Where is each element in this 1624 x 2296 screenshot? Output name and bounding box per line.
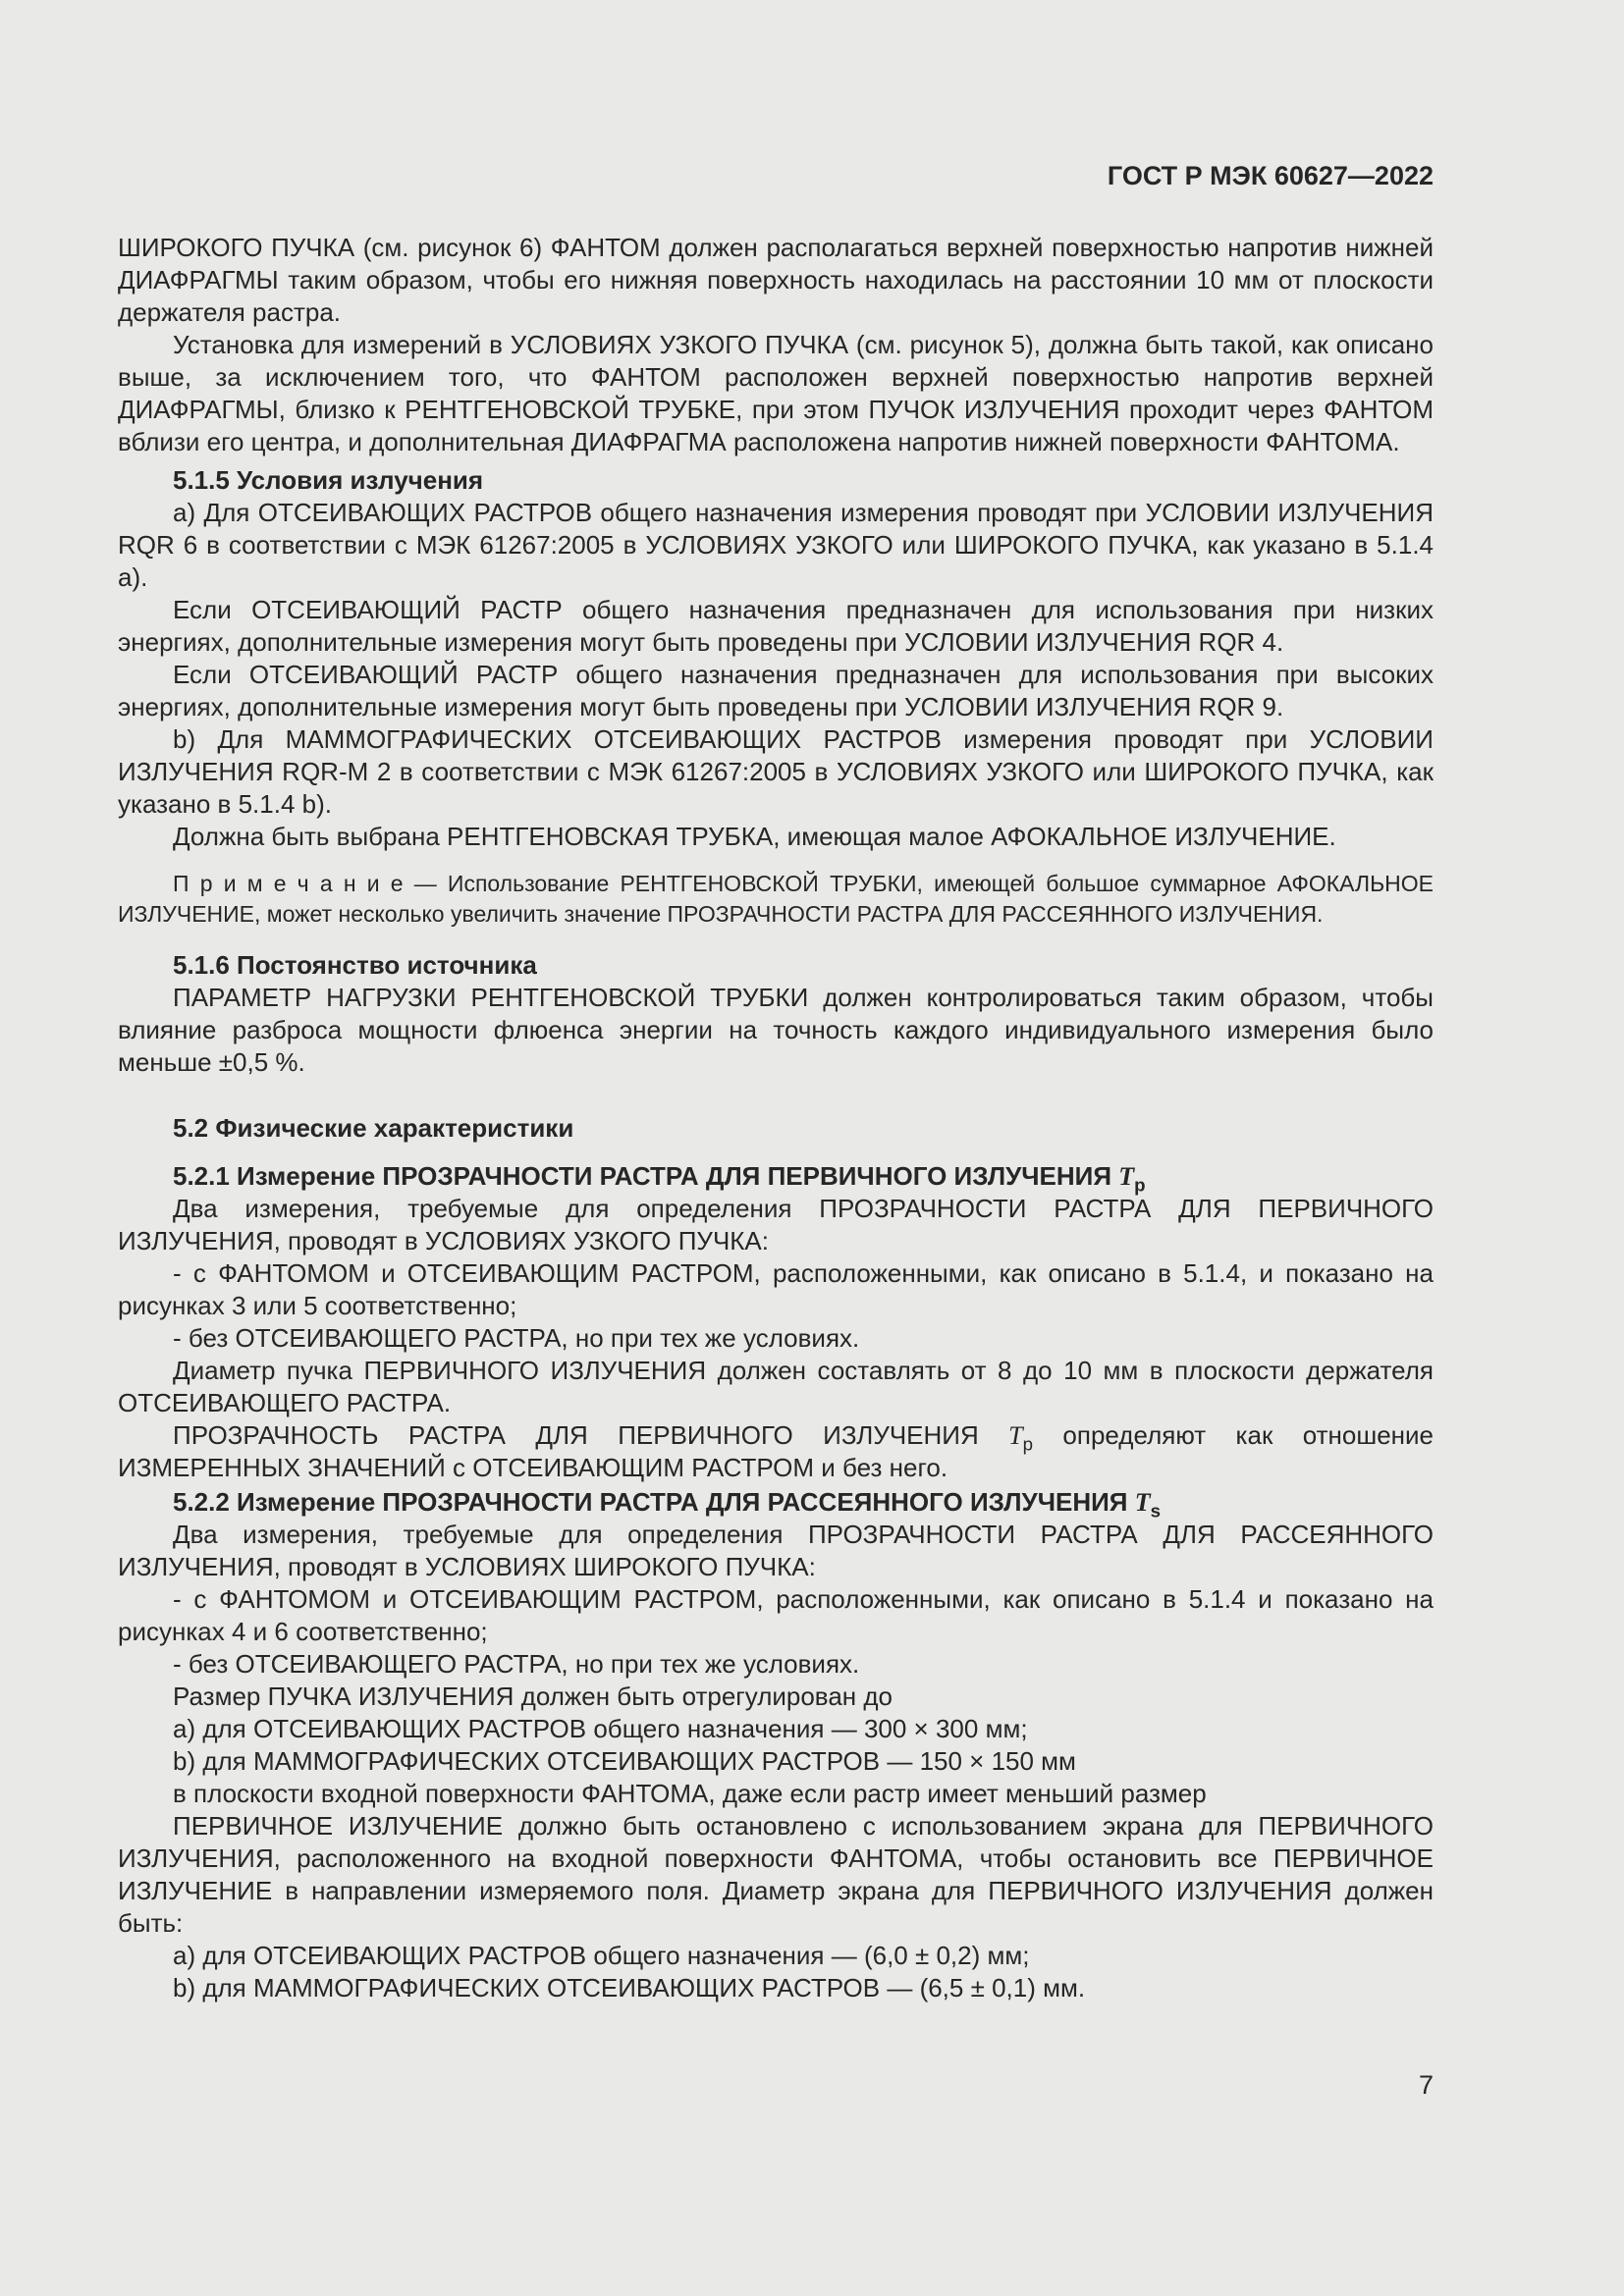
heading-5-2-1 xyxy=(118,1160,1434,1196)
paragraph-size-general: а) для ОТСЕИВАЮЩИХ РАСТРОВ общего назначения — 300 × 300 мм; xyxy=(173,1714,1028,1743)
note-afocal-radiation xyxy=(118,869,1434,930)
document-page xyxy=(118,160,1434,2004)
heading-5-1-6: 5.1.6 Постоянство источника xyxy=(173,950,537,980)
paragraph-primary-screen: ПЕРВИЧНОЕ ИЗЛУЧЕНИЕ должно быть остановлено с использованием экрана для ПЕРВИЧНОГО ИЗЛУЧЕНИЯ, расположенного на входной поверхности ФАНТОМА, чтобы остановить все ПЕРВИЧНОЕ ИЗЛУЧЕНИЕ в направлении измеряемого поля. Диаметр экрана для ПЕРВИЧНОГО ИЗЛУЧЕНИЯ должен быть: xyxy=(118,1811,1434,1938)
paragraph-screen-diameter-mammographic: b) для МАММОГРАФИЧЕСКИХ ОТСЕИВАЮЩИХ РАСТРОВ — (6,5 ± 0,1) мм. xyxy=(173,1973,1086,2002)
symbol-T-primary: T xyxy=(1118,1162,1135,1191)
paragraph-tp-item-without-grid: - без ОТСЕИВАЮЩЕГО РАСТРА, но при тех же условиях. xyxy=(173,1323,860,1353)
paragraph-tp-beam-diameter: Диаметр пучка ПЕРВИЧНОГО ИЗЛУЧЕНИЯ должен составлять от 8 до 10 мм в плоскости держателя ОТСЕИВАЮЩЕГО РАСТРА. xyxy=(118,1356,1434,1417)
document-header-standard-number: ГОСТ Р МЭК 60627—2022 xyxy=(1107,161,1434,190)
heading-5-2-1-text: 5.2.1 Измерение ПРОЗРАЧНОСТИ РАСТРА ДЛЯ ПЕРВИЧНОГО ИЗЛУЧЕНИЯ xyxy=(173,1161,1119,1191)
paragraph-tp-item-with-grid: - с ФАНТОМОМ и ОТСЕИВАЮЩИМ РАСТРОМ, расположенными, как описано в 5.1.4, и показано на рисунках 3 или 5 соответственно; xyxy=(118,1258,1434,1320)
subscript-p-inline: p xyxy=(1022,1433,1034,1455)
paragraph-rqr9: Если ОТСЕИВАЮЩИЙ РАСТР общего назначения предназначен для использования при высоких энергиях, дополнительные измерения могут быть проведены при УСЛОВИИ ИЗЛУЧЕНИЯ RQR 9. xyxy=(118,660,1434,721)
paragraph-tp-ratio xyxy=(118,1419,1434,1484)
paragraph-phantom-position: ШИРОКОГО ПУЧКА (см. рисунок 6) ФАНТОМ должен располагаться верхней поверхностью напротив нижней ДИАФРАГМЫ таким образом, чтобы его нижняя поверхность находилась на расстоянии 10 мм от плоскости держателя растра. xyxy=(118,233,1434,327)
page-number: 7 xyxy=(1418,2070,1434,2100)
paragraph-rqrm2: b) Для МАММОГРАФИЧЕСКИХ ОТСЕИВАЮЩИХ РАСТРОВ измерения проводят при УСЛОВИИ ИЗЛУЧЕНИЯ RQR-M 2 в соответствии с МЭК 61267:2005 в УСЛОВИЯХ УЗКОГО или ШИРОКОГО ПУЧКА, как указано в 5.1.4 b). xyxy=(118,724,1434,819)
paragraph-screen-diameter-general: а) для ОТСЕИВАЮЩИХ РАСТРОВ общего назначения — (6,0 ± 0,2) мм; xyxy=(173,1941,1030,1970)
paragraph-ts-item-without-grid: - без ОТСЕИВАЮЩЕГО РАСТРА, но при тех же условиях. xyxy=(173,1649,860,1679)
heading-5-1-5: 5.1.5 Условия излучения xyxy=(173,465,484,495)
paragraph-narrow-beam-setup: Установка для измерений в УСЛОВИЯХ УЗКОГО ПУЧКА (см. рисунок 5), должна быть такой, как описано выше, за исключением того, что ФАНТОМ расположен верхней поверхностью напротив верхней ДИАФРАГМЫ, близко к РЕНТГЕНОВСКОЙ ТРУБКЕ, при этом ПУЧОК ИЗЛУЧЕНИЯ проходит через ФАНТОМ вблизи его центра, и дополнительная ДИАФРАГМА расположена напротив нижней поверхности ФАНТОМА. xyxy=(118,330,1434,456)
paragraph-rqr4: Если ОТСЕИВАЮЩИЙ РАСТР общего назначения предназначен для использования при низких энергиях, дополнительные измерения могут быть проведены при УСЛОВИИ ИЗЛУЧЕНИЯ RQR 4. xyxy=(118,595,1434,657)
subscript-s: s xyxy=(1150,1500,1162,1522)
paragraph-size-mammographic: b) для МАММОГРАФИЧЕСКИХ ОТСЕИВАЮЩИХ РАСТРОВ — 150 × 150 мм xyxy=(173,1746,1076,1776)
note-label: П р и м е ч а н и е xyxy=(173,871,404,896)
subscript-p: p xyxy=(1134,1174,1146,1196)
paragraph-ts-intro: Два измерения, требуемые для определения ПРОЗРАЧНОСТИ РАСТРА ДЛЯ РАССЕЯННОГО ИЗЛУЧЕНИЯ, проводят в УСЛОВИЯХ ШИРОКОГО ПУЧКА: xyxy=(118,1520,1434,1581)
symbol-T-primary-inline: T xyxy=(1008,1421,1023,1450)
paragraph-tp-intro: Два измерения, требуемые для определения ПРОЗРАЧНОСТИ РАСТРА ДЛЯ ПЕРВИЧНОГО ИЗЛУЧЕНИЯ, проводят в УСЛОВИЯХ УЗКОГО ПУЧКА: xyxy=(118,1194,1434,1255)
heading-5-2-2-text: 5.2.2 Измерение ПРОЗРАЧНОСТИ РАСТРА ДЛЯ РАССЕЯННОГО ИЗЛУЧЕНИЯ xyxy=(173,1487,1135,1517)
paragraph-tube-load: ПАРАМЕТР НАГРУЗКИ РЕНТГЕНОВСКОЙ ТРУБКИ должен контролироваться таким образом, чтобы влияние разброса мощности флюенса энергии на точность каждого индивидуального измерения было меньше ±0,5 %. xyxy=(118,983,1434,1077)
paragraph-tube-choice: Должна быть выбрана РЕНТГЕНОВСКАЯ ТРУБКА, имеющая малое АФОКАЛЬНОЕ ИЗЛУЧЕНИЕ. xyxy=(173,822,1336,851)
tp-ratio-text-1: ПРОЗРАЧНОСТЬ РАСТРА ДЛЯ ПЕРВИЧНОГО ИЗЛУЧЕНИЯ xyxy=(173,1420,1009,1450)
heading-5-2: 5.2 Физические характеристики xyxy=(173,1113,574,1143)
note-text: — Использование РЕНТГЕНОВСКОЙ ТРУБКИ, имеющей большое суммарное АФОКАЛЬНОЕ ИЗЛУЧЕНИЕ, может несколько увеличить значение ПРОЗРАЧНОСТИ РАСТРА ДЛЯ РАССЕЯННОГО ИЗЛУЧЕНИЯ. xyxy=(118,871,1435,927)
paragraph-ts-item-with-grid: - с ФАНТОМОМ и ОТСЕИВАЮЩИМ РАСТРОМ, расположенными, как описано в 5.1.4 и показано на рисунках 4 и 6 соответственно; xyxy=(118,1584,1434,1646)
paragraph-rqr6: а) Для ОТСЕИВАЮЩИХ РАСТРОВ общего назначения измерения проводят при УСЛОВИИ ИЗЛУЧЕНИЯ RQR 6 в соответствии с МЭК 61267:2005 в УСЛОВИЯХ УЗКОГО или ШИРОКОГО ПУЧКА, как указано в 5.1.4 а). xyxy=(118,498,1434,592)
heading-5-2-2 xyxy=(118,1486,1434,1522)
tp-ratio-text-2: определяют как отношение ИЗМЕРЕННЫХ ЗНАЧЕНИЙ с ОТСЕИВАЮЩИМ РАСТРОМ и без него. xyxy=(118,1420,1434,1482)
symbol-T-scatter: T xyxy=(1134,1488,1151,1517)
paragraph-entrance-plane: в плоскости входной поверхности ФАНТОМА, даже если растр имеет меньший размер xyxy=(173,1779,1207,1808)
paragraph-beam-size: Размер ПУЧКА ИЗЛУЧЕНИЯ должен быть отрегулирован до xyxy=(173,1682,893,1711)
